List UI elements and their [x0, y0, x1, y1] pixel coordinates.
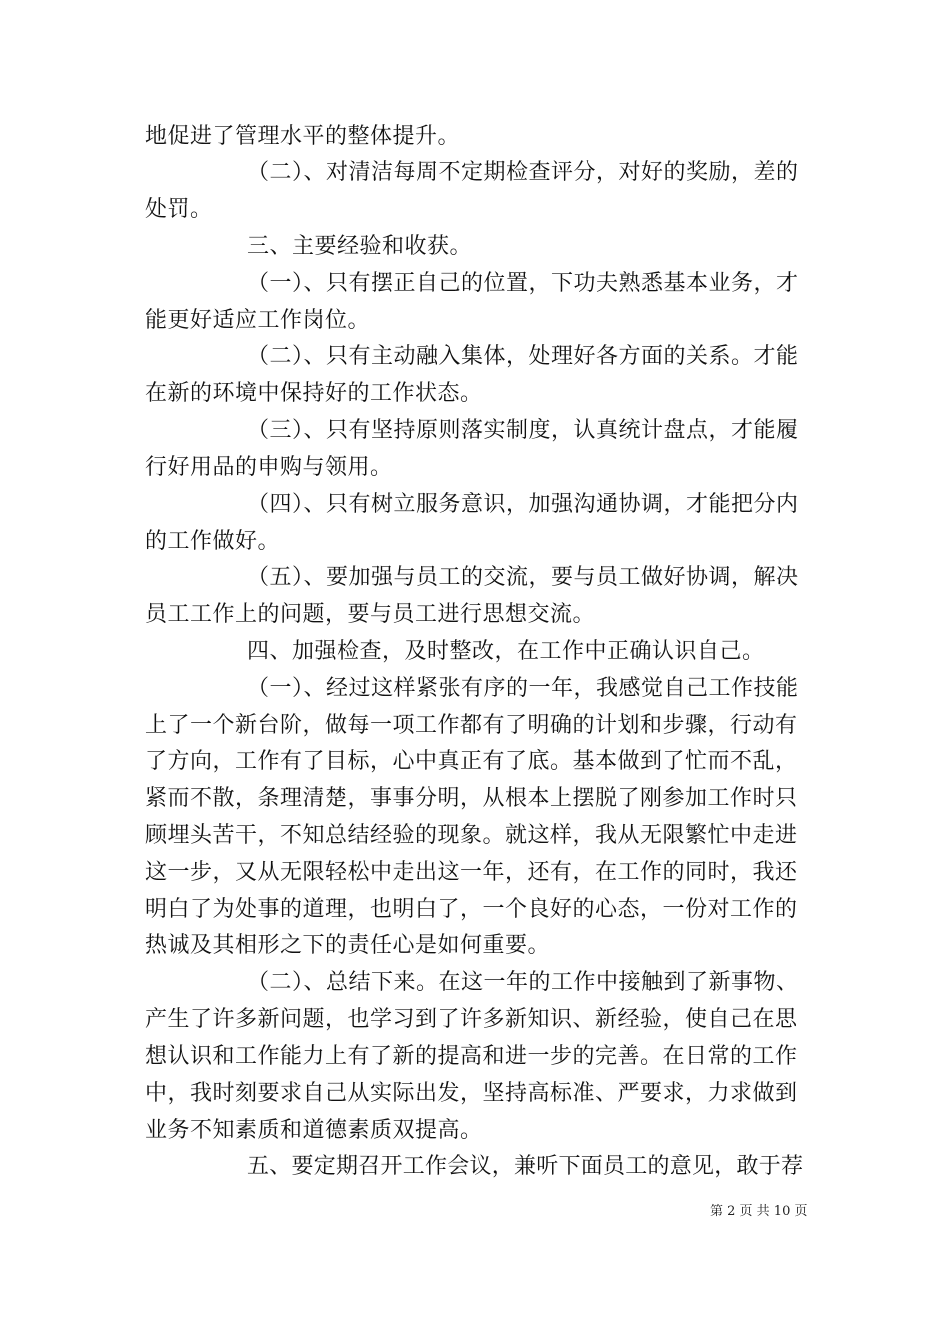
text-line: 在新的环境中保持好的工作状态。: [145, 381, 483, 406]
text-line: （一）、经过这样紧张有序的一年，我感觉自己工作技能: [247, 676, 799, 701]
text-line: 地促进了管理水平的整体提升。: [145, 124, 461, 149]
text-line: 员工工作上的问题，要与员工进行思想交流。: [145, 602, 596, 627]
text-line: 行好用品的申购与领用。: [145, 455, 393, 480]
text-line: （三）、只有坚持原则落实制度，认真统计盘点，才能履: [247, 418, 799, 443]
text-line: （五）、要加强与员工的交流，要与员工做好协调，解决: [247, 565, 799, 590]
page-number: 第 2 页 共 10 页: [710, 1204, 808, 1219]
section-heading: 五、要定期召开工作会议，兼听下面员工的意见，敢于荐: [247, 1154, 804, 1179]
text-line: 热诚及其相形之下的责任心是如何重要。: [145, 933, 551, 958]
section-heading: 四、加强检查，及时整改，在工作中正确认识自己。: [247, 639, 765, 664]
text-line: 业务不知素质和道德素质双提高。: [145, 1118, 483, 1143]
text-line: 想认识和工作能力上有了新的提高和进一步的完善。在日常的工作: [145, 1044, 798, 1069]
text-line: 明白了为处事的道理，也明白了，一个良好的心态，一份对工作的: [145, 897, 798, 922]
text-line: 能更好适应工作岗位。: [145, 308, 371, 333]
text-line: （二）、只有主动融入集体，处理好各方面的关系。才能: [247, 344, 799, 369]
text-line: （四）、只有树立服务意识，加强沟通协调，才能把分内: [247, 492, 799, 517]
text-line: 处罚。: [145, 197, 213, 222]
text-line: 上了一个新台阶，做每一项工作都有了明确的计划和步骤，行动有: [145, 713, 798, 738]
section-heading: 三、主要经验和收获。: [247, 234, 473, 259]
text-line: 中，我时刻要求自己从实际出发，坚持高标准、严要求，力求做到: [145, 1081, 798, 1106]
text-line: 这一步，又从无限轻松中走出这一年，还有，在工作的同时，我还: [145, 860, 798, 885]
text-line: 的工作做好。: [145, 529, 281, 554]
text-line: 紧而不散，条理清楚，事事分明，从根本上摆脱了刚参加工作时只: [145, 786, 798, 811]
text-line: （二）、总结下来。在这一年的工作中接触到了新事物、: [247, 970, 799, 995]
text-line: 产生了许多新问题，也学习到了许多新知识、新经验，使自己在思: [145, 1007, 798, 1032]
text-line: 了方向，工作有了目标，心中真正有了底。基本做到了忙而不乱，: [145, 749, 798, 774]
text-line: （二）、对清洁每周不定期检查评分，对好的奖励，差的: [247, 160, 799, 185]
text-line: 顾埋头苦干，不知总结经验的现象。就这样，我从无限繁忙中走进: [145, 823, 798, 848]
text-line: （一）、只有摆正自己的位置，下功夫熟悉基本业务，才: [247, 271, 799, 296]
